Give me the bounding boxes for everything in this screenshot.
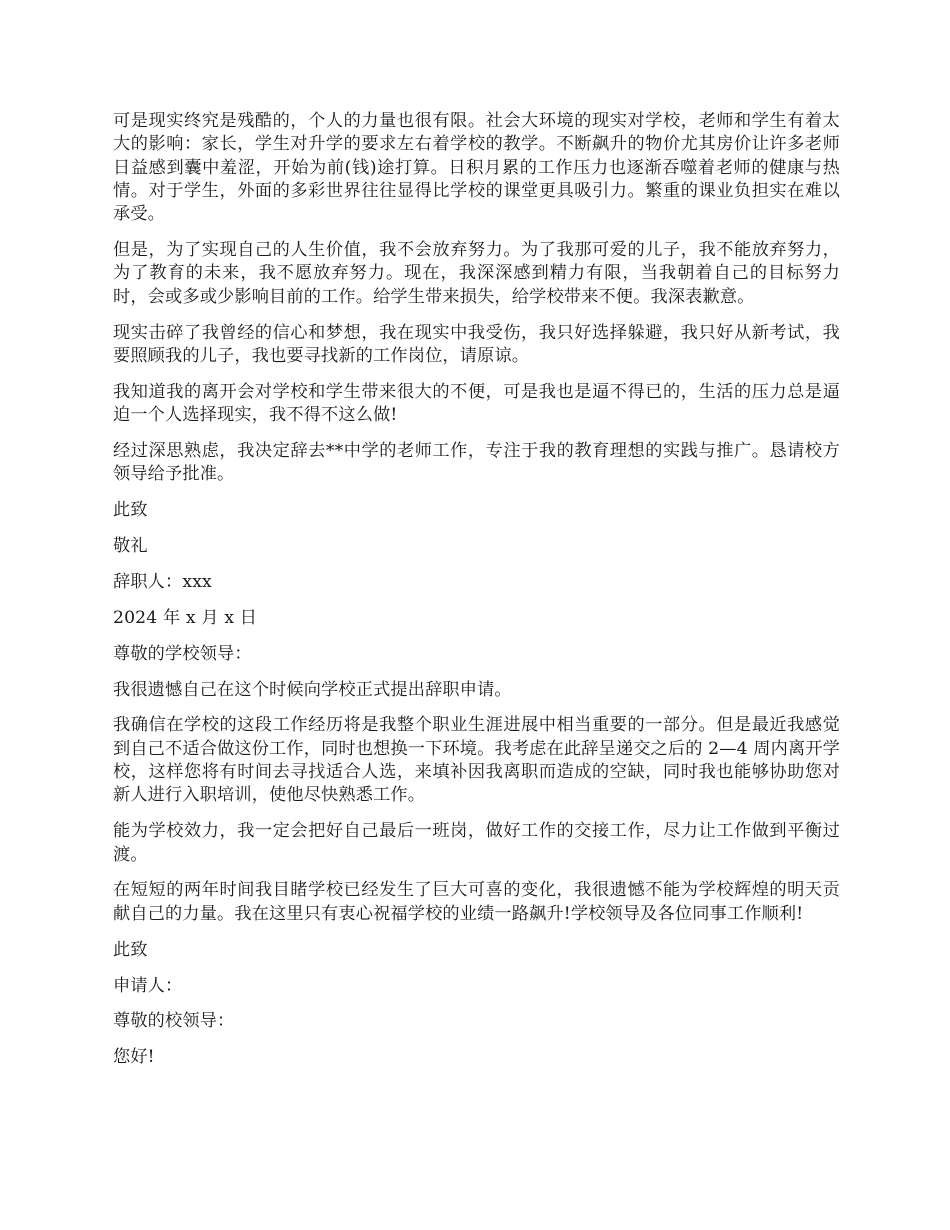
closing-cizhi-2: 此致: [113, 939, 148, 960]
paragraph-dreams-shattered: 现实击碎了我曾经的信心和梦想，我在现实中我受伤，我只好选择躲避，我只好从新考试，我要照顾我的儿子，我也要寻找新的工作岗位，请原谅。: [113, 322, 840, 366]
document-body: [113, 110, 840, 1082]
paragraph-inconvenience: 我知道我的离开会对学校和学生带来很大的不便，可是我也是逼不得已的，生活的压力总是逼迫一个人选择现实，我不得不这么做!: [113, 381, 840, 426]
closing-cizhi-1: 此致: [113, 500, 148, 521]
closing-jingli: 敬礼: [113, 536, 148, 557]
salutation-school-leadership: 尊敬的校领导：: [113, 1011, 235, 1032]
resigner-signature: 辞职人：xxx: [113, 571, 212, 592]
letter-date: 2024 年 x 月 x 日: [113, 607, 258, 628]
greeting-hello: 您好!: [113, 1047, 155, 1068]
paragraph-blessing: 在短短的两年时间我目睹学校已经发生了巨大可喜的变化，我很遗憾不能为学校辉煌的明天贡献自己的力量。我在这里只有衷心祝福学校的业绩一路飙升!学校领导及各位同事工作顺利!: [113, 880, 840, 924]
applicant-signature: 申请人：: [113, 975, 183, 996]
paragraph-decision: 经过深思熟虑，我决定辞去**中学的老师工作，专注于我的教育理想的实践与推广。恳请校方领导给予批准。: [113, 440, 840, 485]
paragraph-reality-pressure: 可是现实终究是残酷的，个人的力量也很有限。社会大环境的现实对学校，老师和学生有着太大的影响：家长，学生对升学的要求左右着学校的教学。不断飙升的物价尤其房价让许多老师日益感到囊中羞涩，开始为前(钱)途打算。日积月累的工作压力也逐渐吞噬着老师的健康与热情。对于学生，外面的多彩世界往往显得比学校的课堂更具吸引力。繁重的课业负担实在难以承受。: [113, 111, 840, 225]
salutation-school-leaders: 尊敬的学校领导：: [113, 643, 252, 664]
paragraph-regret: 我很遗憾自己在这个时候向学校正式提出辞职申请。: [113, 679, 512, 700]
paragraph-personal-value: 但是，为了实现自己的人生价值，我不会放弃努力。为了我那可爱的儿子，我不能放弃努力，为了教育的未来，我不愿放弃努力。现在，我深深感到精力有限，当我朝着自己的目标努力时，会或多或少影响目前的工作。给学生带来损失，给学校带来不便。我深表歉意。: [113, 240, 840, 307]
paragraph-work-experience: 我确信在学校的这段工作经历将是我整个职业生涯进展中相当重要的一部分。但是最近我感觉到自己不适合做这份工作，同时也想换一下环境。我考虑在此辞呈递交之后的 2—4 周内离开学校，这样您将有时间去寻找适合人选，来填补因我离职而造成的空缺，同时我也能够协助您对新人进行入职培训，使他尽快熟悉工作。: [113, 715, 840, 806]
paragraph-handover: 能为学校效力，我一定会把好自己最后一班岗，做好工作的交接工作，尽力让工作做到平衡过渡。: [113, 821, 840, 865]
